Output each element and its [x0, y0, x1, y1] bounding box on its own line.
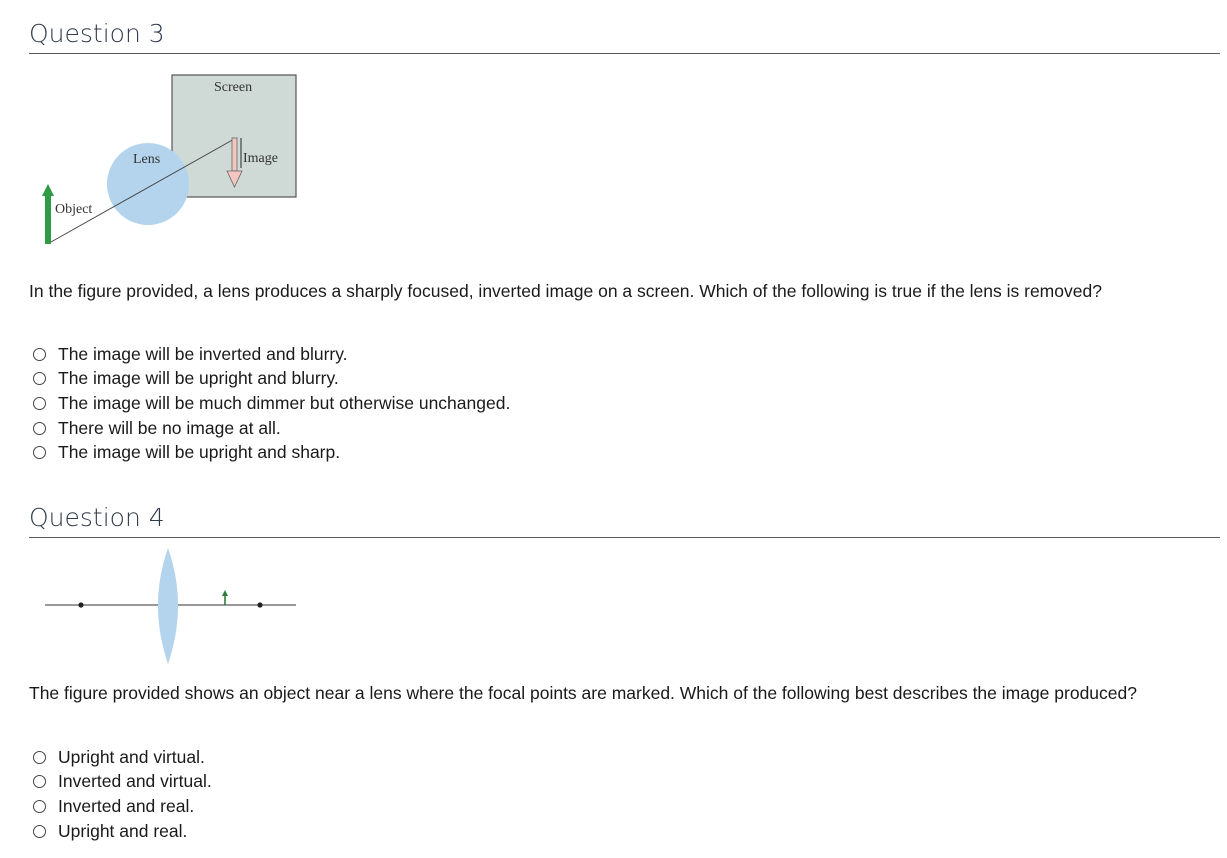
option-label: There will be no image at all.	[58, 417, 281, 438]
object-label: Object	[55, 202, 93, 217]
question-4-title: Question 4	[29, 503, 165, 532]
question-3-option-4[interactable]	[33, 416, 510, 441]
question-3-option-2[interactable]	[33, 367, 510, 392]
question-3-figure	[36, 70, 306, 250]
question-3-title: Question 3	[29, 19, 165, 48]
image-label: Image	[243, 151, 278, 166]
focal-point-left	[78, 602, 83, 607]
radio-button[interactable]	[33, 800, 46, 813]
question-4-prompt: The figure provided shows an object near a lens where the focal points are marked. Which of the following best describes the image produced?	[29, 683, 1137, 703]
object-arrow-head	[42, 184, 54, 196]
radio-button[interactable]	[33, 775, 46, 788]
question-3-prompt: In the figure provided, a lens produces a sharply focused, inverted image on a screen. Which of the following is true if the lens is removed?	[29, 281, 1102, 301]
option-label: Upright and real.	[58, 820, 188, 841]
question-4-figure	[40, 545, 302, 670]
question-4-option-1[interactable]	[33, 745, 212, 770]
option-label: The image will be much dimmer but otherwise unchanged.	[58, 392, 511, 413]
radio-button[interactable]	[33, 397, 46, 410]
focal-point-right	[257, 602, 262, 607]
radio-button[interactable]	[33, 348, 46, 361]
object-arrow-shaft	[45, 194, 51, 244]
lens-label: Lens	[133, 152, 161, 167]
question-3-options	[33, 342, 510, 465]
option-label: The image will be upright and blurry.	[58, 368, 339, 389]
option-label: Inverted and real.	[58, 795, 195, 816]
question-3-option-5[interactable]	[33, 440, 510, 465]
question-3-heading	[29, 17, 1220, 54]
question-3-option-1[interactable]	[33, 342, 510, 367]
question-4-option-2[interactable]	[33, 770, 212, 795]
question-3-option-3[interactable]	[33, 391, 510, 416]
option-label: The image will be inverted and blurry.	[58, 343, 348, 364]
option-label: Upright and virtual.	[58, 746, 205, 767]
option-label: The image will be upright and sharp.	[58, 442, 341, 463]
convex-lens	[158, 548, 178, 664]
radio-button[interactable]	[33, 372, 46, 385]
radio-button[interactable]	[33, 422, 46, 435]
radio-button[interactable]	[33, 825, 46, 838]
question-4-heading	[29, 501, 1220, 538]
radio-button[interactable]	[33, 446, 46, 459]
image-arrow-shaft	[232, 138, 237, 171]
option-label: Inverted and virtual.	[58, 771, 212, 792]
question-4-option-4[interactable]	[33, 819, 212, 844]
question-4-option-3[interactable]	[33, 794, 212, 819]
object-arrow-head	[222, 590, 228, 596]
radio-button[interactable]	[33, 751, 46, 764]
screen-label: Screen	[214, 80, 253, 95]
question-4-options	[33, 745, 212, 843]
